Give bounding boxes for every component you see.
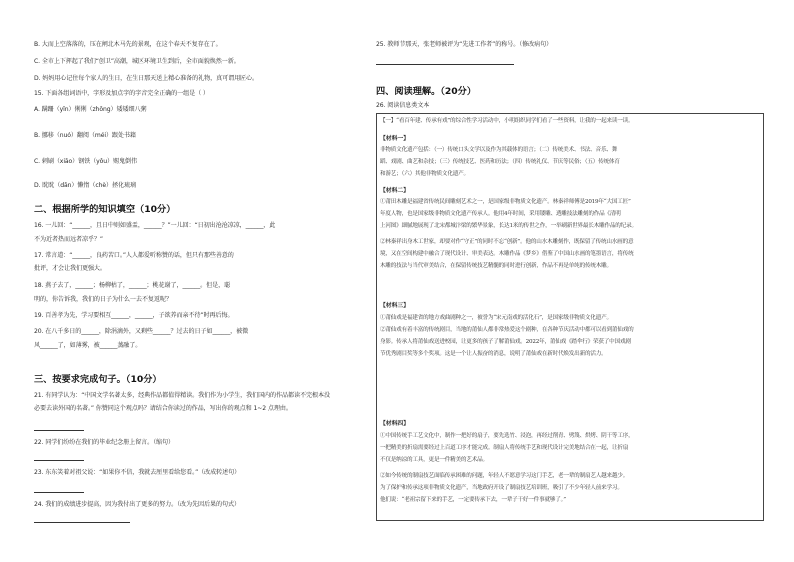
q15-option-b: B. 挪移（nuó）翻阅（méi）跟处书籍: [34, 132, 136, 139]
question-20-cont: 风______了，如薄雾，被______蒸融了。: [34, 342, 142, 349]
option-b: B. 大而上空落落的，压在闸北木马先的景观，在这个春天不复存在了。: [34, 41, 222, 48]
material-4-line: 为了保护和传承这项非物质文化遗产，当地政府开设了制扇技艺培训班，吸引了不少年轻人前来学习。: [380, 485, 623, 491]
question-18: 18. 燕子去了，______；杨柳枯了，______；桃花谢了，______。但是，聪: [34, 282, 231, 289]
question-20: 20. 在八千多日的______，除涓滴外，又剩些______？过去的日子如______，被微: [34, 328, 249, 335]
material-1-title: 【材料一】: [380, 136, 409, 142]
question-23: 23. 东东笑着对祖父说：“如果你不信，我就去厘里看给您看。”（改成转述句）: [34, 469, 241, 476]
material-1-line: 和游艺；（六）其他非物质文化遗产。: [380, 171, 469, 177]
question-17-cont: 批评，才会让我们更强大。: [34, 265, 106, 272]
answer-line-24[interactable]: [34, 522, 130, 523]
answer-line-21[interactable]: [34, 430, 84, 431]
answer-line-22[interactable]: [34, 460, 84, 461]
section-4-heading: 四、阅读理解。（20分）: [376, 86, 477, 97]
q15-option-a: A. 蹒跚（yǐn）俐俐（zhōng）矮矮细八粥: [34, 106, 147, 113]
question-16: 16. 一儿回：“______，且日中则如盛盂，______？”一儿回：“日初出沧沧凉凉，______，此: [34, 222, 276, 229]
material-3-line: ②莆仙戏有着丰富的传统剧目，当地的莆仙人都非常热爱这个剧种，在各种节庆活动中都可以看到莆仙戏的: [380, 327, 634, 333]
question-15: 15. 下面各组词语中，字形及加点字的字音完全正确的一组是（ ）: [34, 90, 209, 97]
material-3-line: 身影。传承人将莆仙戏送进校园，让更多的孩子了解莆仙戏。2022年，莆仙戏《踏伞行》荣获了中国戏剧: [380, 339, 631, 345]
answer-line-23[interactable]: [34, 492, 84, 493]
material-2-line: 木雕的技法与当代审美结合，在保留传统技艺精髓的同时进行创新，作品不再是单纯的传统木雕。: [380, 263, 612, 269]
material-2-line: ①莆田木雕是福建省传统民间雕刻艺术之一，是国家级非物质文化遗产。林秦祥师傅是2019年“大国工匠”: [380, 199, 631, 205]
q15-option-c: C. 刺刷（xiāo）钢铁（yǒu）赐鬼倒伟: [34, 158, 138, 165]
question-19: 19. 百善孝为先，学习要相互______，______，子欲养而亲不待”时再后悔。: [34, 312, 234, 319]
question-24: 24. 我们的成绩进步提高，因为我付出了更多的努力。（改为先因后果的句式）: [34, 501, 240, 508]
option-c: C. 全市上下挥起了我们“创卫”高潮，城区环境卫生到后，全市面貌焕然一新。: [34, 58, 240, 65]
material-2-title: 【材料二】: [380, 188, 409, 194]
material-3-line: 节优秀剧目奖等多个奖项。这是一个让人振奋的消息，说明了莆仙戏在新时代焕发出新的活力。: [380, 351, 607, 357]
material-2-line: ②林秦祥出身木工世家，却要对作“守正”的同时不忘“创新”。他的山水木雕刻作，既保留了传统山水画的意: [380, 239, 634, 245]
material-4-line: ①中国传统手工艺文化中，制作一把好的扇子，要先选竹、浸泡，再经过削青、劈篾、烘烤、阴干等工序，: [380, 433, 634, 439]
material-4-line: 不仅是纳凉的工具，更是一件精美的艺术品。: [380, 457, 488, 463]
material-4-line: ②如今传统的制扇技艺面临传承困难的问题，年轻人不愿意学习这门手艺，老一辈的制扇艺人越来越少。: [380, 473, 629, 479]
material-4-line: 他们说：“老祖宗留下来的手艺，一定要传承下去，一辈子干好一件事就够了。”: [380, 497, 566, 503]
answer-line-25[interactable]: [376, 64, 514, 65]
material-2-line: 境，又在空间构建中融合了现代设计、审美表达。木雕作品《梦乡》借鉴了中国山水画的笔墨语言，将传统: [380, 251, 634, 257]
section-2-heading: 二、根据所学的知识填空（10分）: [34, 204, 176, 215]
question-17: 17. 常言道：“______，良药苦口。”人人都爱听称赞的话，但只有那些善意的: [34, 252, 234, 259]
question-18-cont: 明的，你告诉我，我们的日子为什么一去不复返呢？: [34, 296, 172, 303]
question-16-cont: 不为近者热而远者凉乎？”: [34, 236, 103, 243]
section-3-heading: 三、按要求完成句子。（10分）: [34, 374, 162, 385]
material-4-line: 一把精美的折扇需要经过上百道工序才能完成。制扇人将传统手艺和现代设计完美地结合在一起，让折扇: [380, 445, 629, 451]
material-4-title: 【材料四】: [380, 421, 409, 427]
material-3-title: 【材料三】: [380, 303, 409, 309]
question-25: 25. 教师节那天，张老师被评为“先进工作者”的称号。（修改病句）: [376, 41, 553, 48]
q15-option-d: D. 眈眈（dān）懒惰（chè）拯化琉璃: [34, 182, 137, 189]
material-1-line: 蹈、戏剧、曲艺和杂技；（三）传统技艺、医药和历法；（四）传统礼仪、节庆等民俗；（五）传统体育: [380, 159, 620, 165]
material-3-line: ①莆仙戏是福建省的地方戏曲剧种之一，被誉为“宋元南戏的活化石”，是国家级非物质文化遗产。: [380, 315, 612, 321]
option-d: D. 妈妈用心记住每个家人的生日，在生日那天送上精心准备的礼物，真可谓用匠心。: [34, 75, 259, 82]
question-22: 22. 同学们纷纷在我们的毕业纪念册上留言。（缩句）: [34, 439, 175, 446]
passage-intro: 【一】“看百年建、传承有戏”的综合性学习活动中，小明组织同学们看了一些资料，让我的一起来读一读。: [380, 118, 634, 124]
question-21: 21. 有同学认为：“中国文学名著太多，经典作品都值得精读。我们作为小学生，我们国内的作品都读不完根本没: [34, 392, 330, 399]
material-2-line: 年度人物，也是国家级非物质文化遗产传承人。他用4年时间，采用镂雕、透雕技法雕刻的作品《清明: [380, 211, 621, 217]
material-2-line: 上河图》細腻地展现了北宋都城汴梁的繁华景象，长达1米的传世之作，一举刷新世界最长木雕作品的纪录。: [380, 223, 637, 229]
question-26: 26. 阅读信息类文本: [376, 102, 430, 109]
question-21-cont: 必要去读外国的名著。” 你赞同这个观点吗？请结合你读过的作品，写出你的观点和 1~2 点理由。: [34, 405, 292, 412]
material-1-line: 非物质文化遗产包括：（一）传统口头文学以及作为其载体的语言；（二）传统美术、书法、音乐、舞: [380, 147, 618, 153]
